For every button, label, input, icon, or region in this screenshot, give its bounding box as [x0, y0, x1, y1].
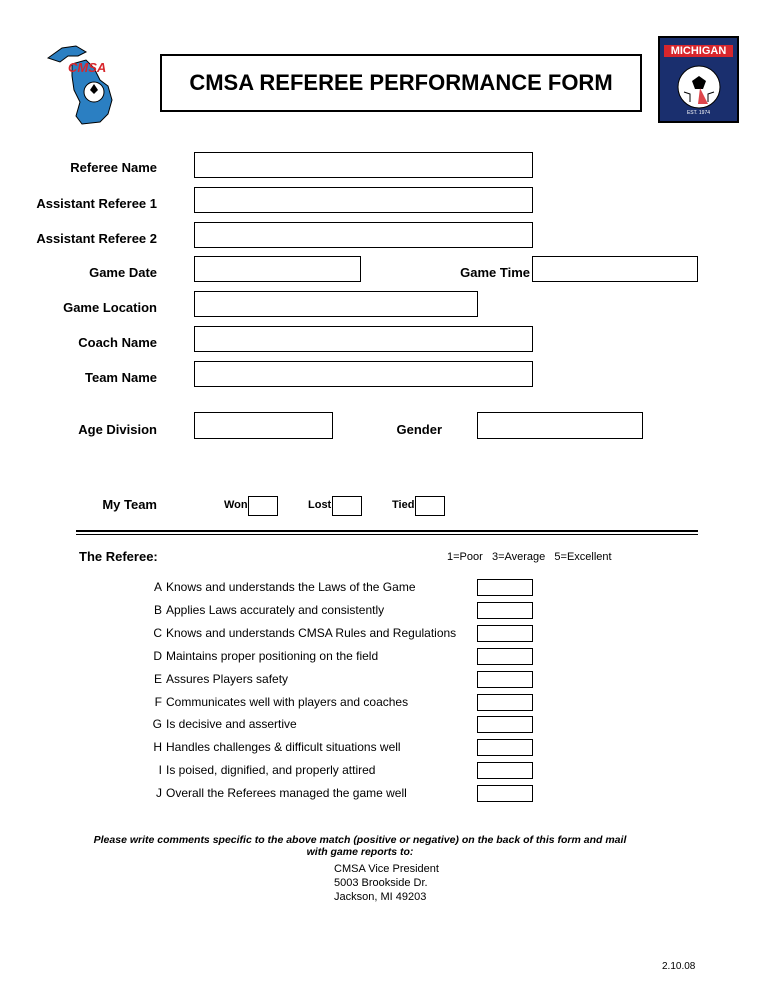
criterion-letter: B — [153, 602, 162, 617]
criterion-text: Knows and understands the Laws of the Game — [166, 580, 416, 594]
age-division-input[interactable] — [194, 412, 333, 439]
rating-input-f[interactable] — [477, 694, 533, 711]
soccer-ball-icon — [676, 64, 722, 110]
section-divider-thin — [76, 534, 698, 535]
criterion-text: Overall the Referees managed the game well — [166, 786, 407, 801]
michigan-soccer-badge — [658, 36, 739, 123]
address-line-1: CMSA Vice President — [334, 863, 439, 875]
label-lost: Lost — [308, 499, 332, 511]
rating-input-a[interactable] — [477, 579, 533, 596]
criterion-j — [140, 786, 460, 800]
rating-scale: 1=Poor 3=Average 5=Excellent — [447, 551, 612, 563]
criterion-f — [140, 695, 460, 709]
label-gender: Gender — [396, 422, 442, 437]
cmsa-logo — [42, 40, 132, 126]
label-won: Won — [224, 499, 248, 511]
badge-est: EST. 1974 — [686, 110, 711, 116]
rating-input-g[interactable] — [477, 716, 533, 733]
assistant-referee-2-input[interactable] — [194, 222, 533, 248]
address-line-3: Jackson, MI 49203 — [334, 891, 427, 903]
criterion-b — [140, 603, 460, 617]
criterion-a — [140, 580, 460, 594]
referee-name-input[interactable] — [194, 152, 533, 178]
criterion-text: Knows and understands CMSA Rules and Regulations — [166, 625, 457, 640]
criterion-text: Applies Laws accurately and consistently — [166, 602, 385, 617]
instruction-line-1: Please write comments specific to the above match (positive or negative) on the back of this form and mail — [93, 834, 627, 846]
rating-input-b[interactable] — [477, 602, 533, 619]
criterion-text: Communicates well with players and coaches — [166, 694, 409, 709]
game-date-input[interactable] — [194, 256, 361, 282]
mailing-instructions — [40, 834, 680, 858]
criterion-letter: C — [153, 625, 162, 640]
criterion-d — [140, 649, 460, 663]
label-assistant-referee-1: Assistant Referee 1 — [36, 196, 157, 211]
form-title: CMSA REFEREE PERFORMANCE FORM — [160, 54, 642, 112]
criterion-text: Is poised, dignified, and properly attired — [166, 763, 376, 778]
won-checkbox[interactable] — [248, 496, 278, 516]
assistant-referee-1-input[interactable] — [194, 187, 533, 213]
label-coach-name: Coach Name — [78, 335, 157, 350]
badge-title: MICHIGAN — [664, 45, 733, 57]
label-tied: Tied — [392, 499, 415, 511]
criterion-text: Maintains proper positioning on the field — [166, 648, 379, 663]
address-line-2: 5003 Brookside Dr. — [334, 877, 428, 889]
criterion-text: Is decisive and assertive — [166, 717, 297, 732]
criterion-g — [140, 717, 460, 731]
mailing-address — [334, 862, 439, 904]
instruction-line-2: with game reports to: — [306, 846, 414, 858]
label-game-date: Game Date — [89, 265, 157, 280]
label-referee-name: Referee Name — [70, 160, 157, 175]
cmsa-logo-text: CMSA — [68, 60, 107, 75]
gender-input[interactable] — [477, 412, 643, 439]
game-time-input[interactable] — [532, 256, 698, 282]
referee-section-heading: The Referee: — [79, 549, 158, 564]
criterion-letter: D — [153, 648, 162, 663]
rating-input-h[interactable] — [477, 739, 533, 756]
criterion-letter: I — [158, 763, 162, 778]
criterion-letter: E — [153, 671, 162, 686]
criterion-i — [140, 763, 460, 777]
form-version: 2.10.08 — [662, 961, 696, 972]
rating-input-d[interactable] — [477, 648, 533, 665]
rating-input-j[interactable] — [477, 785, 533, 802]
criterion-text: Assures Players safety — [166, 671, 289, 686]
criterion-letter: H — [153, 740, 162, 755]
rating-input-c[interactable] — [477, 625, 533, 642]
label-age-division: Age Division — [78, 422, 157, 437]
criterion-text: Handles challenges & difficult situations well — [166, 740, 401, 755]
team-name-input[interactable] — [194, 361, 533, 387]
label-assistant-referee-2: Assistant Referee 2 — [36, 231, 157, 246]
lost-checkbox[interactable] — [332, 496, 362, 516]
criterion-letter: J — [156, 786, 162, 801]
rating-input-i[interactable] — [477, 762, 533, 779]
criterion-letter: F — [154, 694, 162, 709]
section-divider — [76, 530, 698, 532]
criterion-letter: A — [153, 580, 162, 594]
rating-input-e[interactable] — [477, 671, 533, 688]
label-my-team: My Team — [102, 497, 157, 512]
tied-checkbox[interactable] — [415, 496, 445, 516]
criterion-e — [140, 672, 460, 686]
label-game-location: Game Location — [63, 300, 157, 315]
label-game-time: Game Time — [460, 265, 530, 280]
criterion-h — [140, 740, 460, 754]
criterion-c — [140, 626, 460, 640]
label-team-name: Team Name — [84, 370, 157, 385]
game-location-input[interactable] — [194, 291, 478, 317]
coach-name-input[interactable] — [194, 326, 533, 352]
criterion-letter: G — [152, 717, 162, 732]
